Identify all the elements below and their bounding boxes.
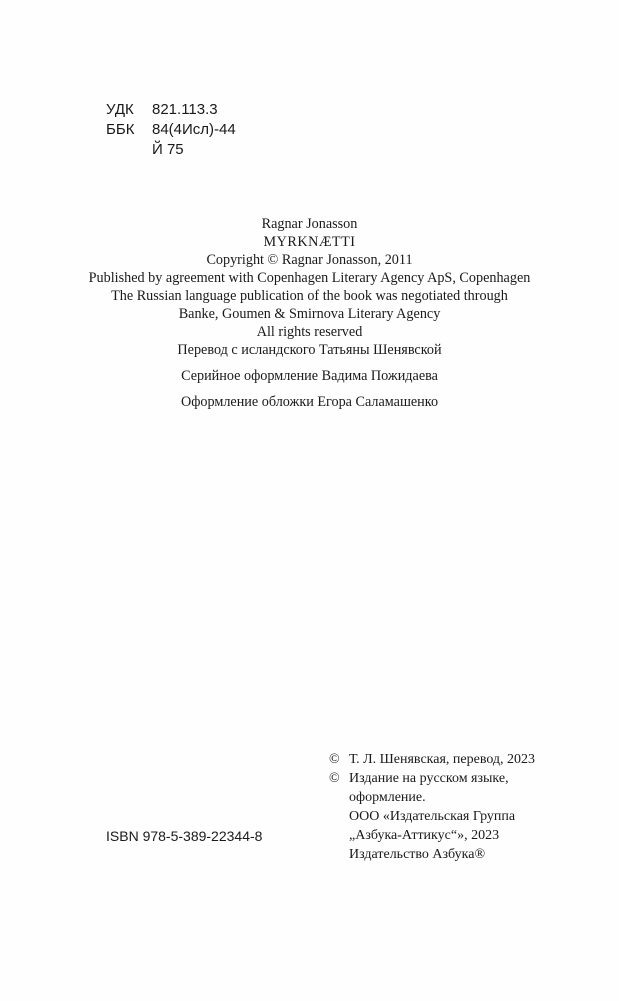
udk-label: УДК — [106, 101, 134, 118]
russian-credits — [0, 341, 619, 419]
original-title: MYRKNÆTTI — [263, 234, 356, 250]
copyright-symbol: © — [329, 752, 340, 767]
bbk-row — [106, 120, 236, 140]
udk-row — [106, 100, 236, 120]
isbn: ISBN 978-5-389-22344-8 — [106, 828, 263, 844]
classification-block — [106, 100, 236, 160]
original-credits — [0, 215, 619, 341]
agreement-line: Published by agreement with Copenhagen Literary Agency ApS, Copenhagen — [88, 270, 531, 286]
publisher-line-2: „Азбука-Аттикус“», 2023 — [349, 828, 500, 843]
author-mark-row — [106, 140, 236, 160]
copyright-edition-1: Издание на русском языке, — [349, 771, 509, 786]
original-copyright: Copyright © Ragnar Jonasson, 2011 — [206, 252, 413, 268]
copyright-translation-row — [329, 750, 535, 769]
translator-line: Перевод с исландского Татьяны Шенявской — [177, 342, 442, 358]
publisher-line-3: Издательство Азбука® — [349, 847, 486, 862]
rights-line: All rights reserved — [256, 324, 363, 340]
author-name: Ragnar Jonasson — [261, 216, 358, 232]
series-design-line: Серийное оформление Вадима Пожидаева — [181, 368, 438, 384]
publisher-line-1: ООО «Издательская Группа — [349, 809, 516, 824]
copyright-translation: Т. Л. Шенявская, перевод, 2023 — [349, 752, 536, 767]
author-mark: Й 75 — [152, 141, 184, 158]
russian-copyright-block — [329, 750, 535, 864]
cover-design-line: Оформление обложки Егора Саламашенко — [180, 394, 439, 410]
udk-value: 821.113.3 — [152, 101, 218, 118]
negotiation-line-2: Banke, Goumen & Smirnova Literary Agency — [178, 306, 441, 322]
negotiation-line-1: The Russian language publication of the book was negotiated through — [111, 288, 508, 304]
copyright-edition-row — [329, 769, 535, 788]
copyright-edition-2: оформление. — [349, 790, 426, 805]
bbk-label: ББК — [106, 121, 135, 138]
copyright-symbol: © — [329, 771, 340, 786]
bbk-value: 84(4Исл)-44 — [152, 121, 236, 138]
